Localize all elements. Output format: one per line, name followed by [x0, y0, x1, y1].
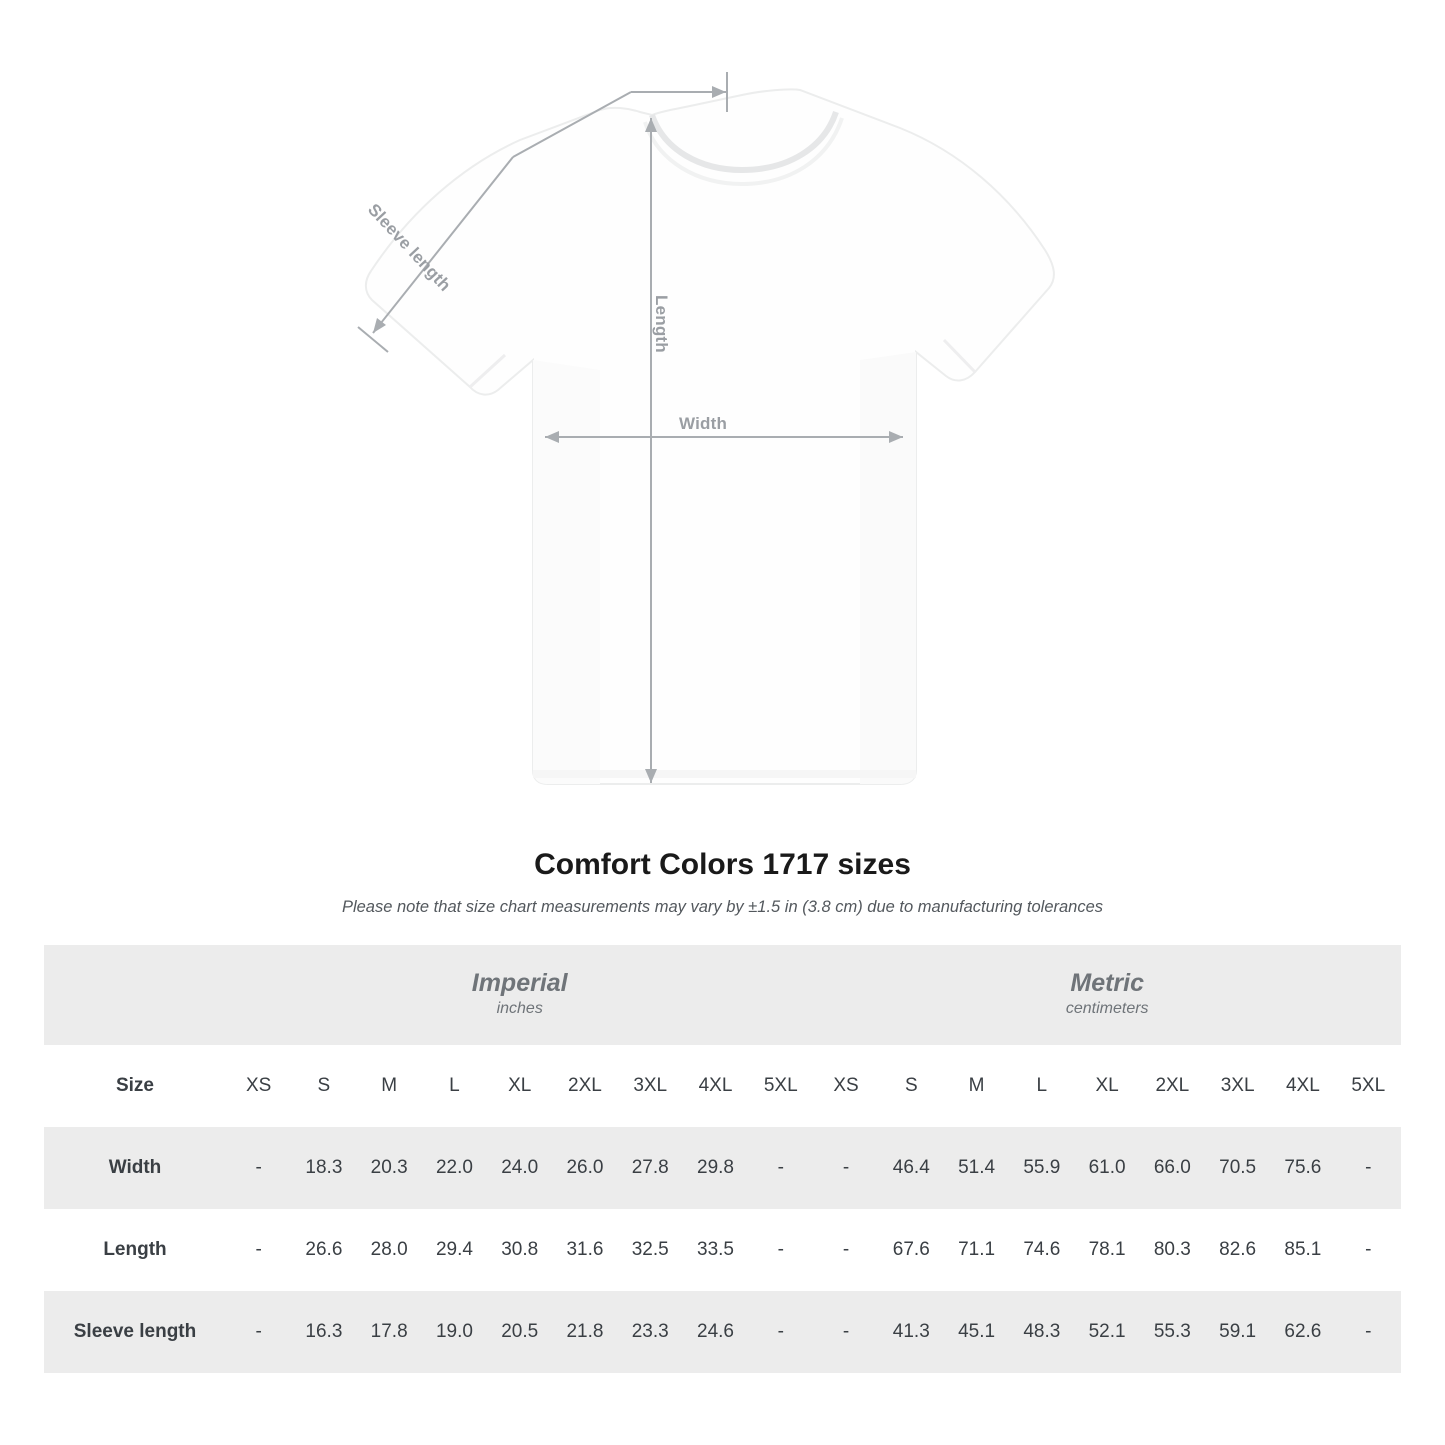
size-header-imperial-xs: XS [226, 1045, 291, 1127]
cell-length-metric-3xl: 82.6 [1219, 1239, 1257, 1260]
cell-length-imperial-4xl: 33.5 [697, 1239, 734, 1260]
size-header-metric-5xl: 5XL [1336, 1045, 1401, 1127]
size-header-imperial-2xl: 2XL [552, 1045, 617, 1127]
cell-width-imperial-m: 20.3 [357, 1127, 422, 1209]
cell-sleeve-metric-l: 48.3 [1009, 1291, 1074, 1373]
unit-group-imperial-name: Imperial [471, 968, 568, 997]
cell-width-metric-s: 46.4 [879, 1127, 944, 1209]
cell-sleeve-metric-2xl: 55.3 [1140, 1291, 1205, 1373]
cell-length-imperial-5xl: - [777, 1239, 784, 1260]
size-header-metric-2xl: 2XL [1140, 1045, 1205, 1127]
cell-sleeve-imperial-5xl: - [748, 1291, 813, 1373]
cell-width-imperial-s: 18.3 [291, 1127, 356, 1209]
cell-length-metric-4xl: 85.1 [1284, 1239, 1322, 1260]
cell-sleeve-imperial-3xl: 23.3 [618, 1291, 683, 1373]
cell-width-imperial-3xl: 27.8 [618, 1127, 683, 1209]
cell-width-imperial-xs: - [226, 1127, 291, 1209]
cell-length-imperial-s: 26.6 [305, 1239, 343, 1260]
cell-length-imperial-3xl: 32.5 [631, 1239, 669, 1260]
cell-length-metric-m: 71.1 [958, 1239, 996, 1260]
size-header-metric-xl: XL [1074, 1045, 1139, 1127]
cell-sleeve-imperial-s: 16.3 [291, 1291, 356, 1373]
cell-sleeve-imperial-xs: - [226, 1291, 291, 1373]
table-row [44, 1291, 1401, 1373]
size-header-imperial-s: S [291, 1045, 356, 1127]
tolerance-note: Please note that size chart measurements may vary by ±1.5 in (3.8 cm) due to manufacturing tolerances [341, 898, 1104, 916]
size-header-metric-xs: XS [813, 1045, 878, 1127]
cell-sleeve-metric-xs: - [813, 1291, 878, 1373]
unit-header-row [44, 945, 1401, 1045]
size-header-metric-3xl: 3XL [1205, 1045, 1270, 1127]
cell-sleeve-imperial-m: 17.8 [357, 1291, 422, 1373]
size-header-metric-s: S [879, 1045, 944, 1127]
cell-width-metric-l: 55.9 [1009, 1127, 1074, 1209]
cell-sleeve-metric-s: 41.3 [879, 1291, 944, 1373]
cell-length-metric-xs: - [842, 1239, 850, 1260]
table-row [44, 1209, 1401, 1291]
unit-group-metric-sub: centimeters [1065, 1000, 1149, 1018]
cell-width-imperial-4xl: 29.8 [683, 1127, 748, 1209]
cell-width-metric-3xl: 70.5 [1205, 1127, 1270, 1209]
size-header-imperial-xl: XL [487, 1045, 552, 1127]
cell-sleeve-metric-xl: 52.1 [1074, 1291, 1139, 1373]
sleeve-length-label: Sleeve length [364, 200, 455, 296]
cell-sleeve-metric-3xl: 59.1 [1205, 1291, 1270, 1373]
cell-length-metric-l: 74.6 [1023, 1239, 1061, 1260]
size-header-metric-4xl: 4XL [1270, 1045, 1335, 1127]
cell-width-metric-m: 51.4 [944, 1127, 1009, 1209]
unit-group-metric-name: Metric [1070, 968, 1145, 997]
cell-length-imperial-l: 29.4 [435, 1239, 473, 1260]
cell-sleeve-imperial-l: 19.0 [422, 1291, 487, 1373]
size-table-wrapper [44, 945, 1401, 1373]
width-label: Width [679, 414, 728, 433]
cell-length-metric-5xl: - [1365, 1239, 1372, 1260]
cell-width-imperial-2xl: 26.0 [552, 1127, 617, 1209]
cell-sleeve-imperial-xl: 20.5 [487, 1291, 552, 1373]
cell-width-metric-xl: 61.0 [1074, 1127, 1139, 1209]
size-header-imperial-m: M [357, 1045, 422, 1127]
cell-width-metric-5xl: - [1336, 1127, 1401, 1209]
cell-length-metric-s: 67.6 [892, 1239, 930, 1260]
cell-sleeve-metric-5xl: - [1336, 1291, 1401, 1373]
cell-sleeve-imperial-4xl: 24.6 [683, 1291, 748, 1373]
size-header-imperial-3xl: 3XL [618, 1045, 683, 1127]
size-table [44, 945, 1401, 1373]
cell-sleeve-metric-m: 45.1 [944, 1291, 1009, 1373]
cell-width-metric-4xl: 75.6 [1270, 1127, 1335, 1209]
size-header-imperial-5xl: 5XL [748, 1045, 813, 1127]
page-title: Comfort Colors 1717 sizes [534, 848, 911, 881]
row-label-width: Width [44, 1127, 226, 1209]
size-header-metric-m: M [944, 1045, 1009, 1127]
size-header-label: Size [44, 1045, 226, 1127]
unit-group-imperial-sub: inches [496, 1000, 543, 1018]
cell-length-imperial-xs: - [255, 1239, 262, 1260]
cell-width-imperial-l: 22.0 [422, 1127, 487, 1209]
cell-length-metric-xl: 78.1 [1088, 1239, 1126, 1260]
unit-group-metric [813, 945, 1401, 1045]
size-header-row [44, 1045, 1401, 1127]
cell-width-imperial-xl: 24.0 [487, 1127, 552, 1209]
unit-group-imperial [226, 945, 813, 1045]
length-label: Length [652, 295, 671, 353]
table-row [44, 1127, 1401, 1209]
row-label-length: Length [103, 1239, 167, 1260]
heading-block [0, 848, 1445, 917]
cell-width-metric-2xl: 66.0 [1140, 1127, 1205, 1209]
cell-length-imperial-xl: 30.8 [501, 1239, 539, 1260]
row-label-sleeve-length: Sleeve length [44, 1291, 226, 1373]
cell-sleeve-metric-4xl: 62.6 [1270, 1291, 1335, 1373]
cell-length-imperial-2xl: 31.6 [566, 1239, 604, 1260]
cell-length-metric-2xl: 80.3 [1153, 1239, 1191, 1260]
size-header-metric-l: L [1009, 1045, 1074, 1127]
cell-sleeve-imperial-2xl: 21.8 [552, 1291, 617, 1373]
size-header-imperial-l: L [422, 1045, 487, 1127]
cell-length-imperial-m: 28.0 [370, 1239, 408, 1260]
size-header-imperial-4xl: 4XL [683, 1045, 748, 1127]
unit-header-spacer [44, 945, 226, 1045]
cell-width-metric-xs: - [813, 1127, 878, 1209]
cell-width-imperial-5xl: - [748, 1127, 813, 1209]
